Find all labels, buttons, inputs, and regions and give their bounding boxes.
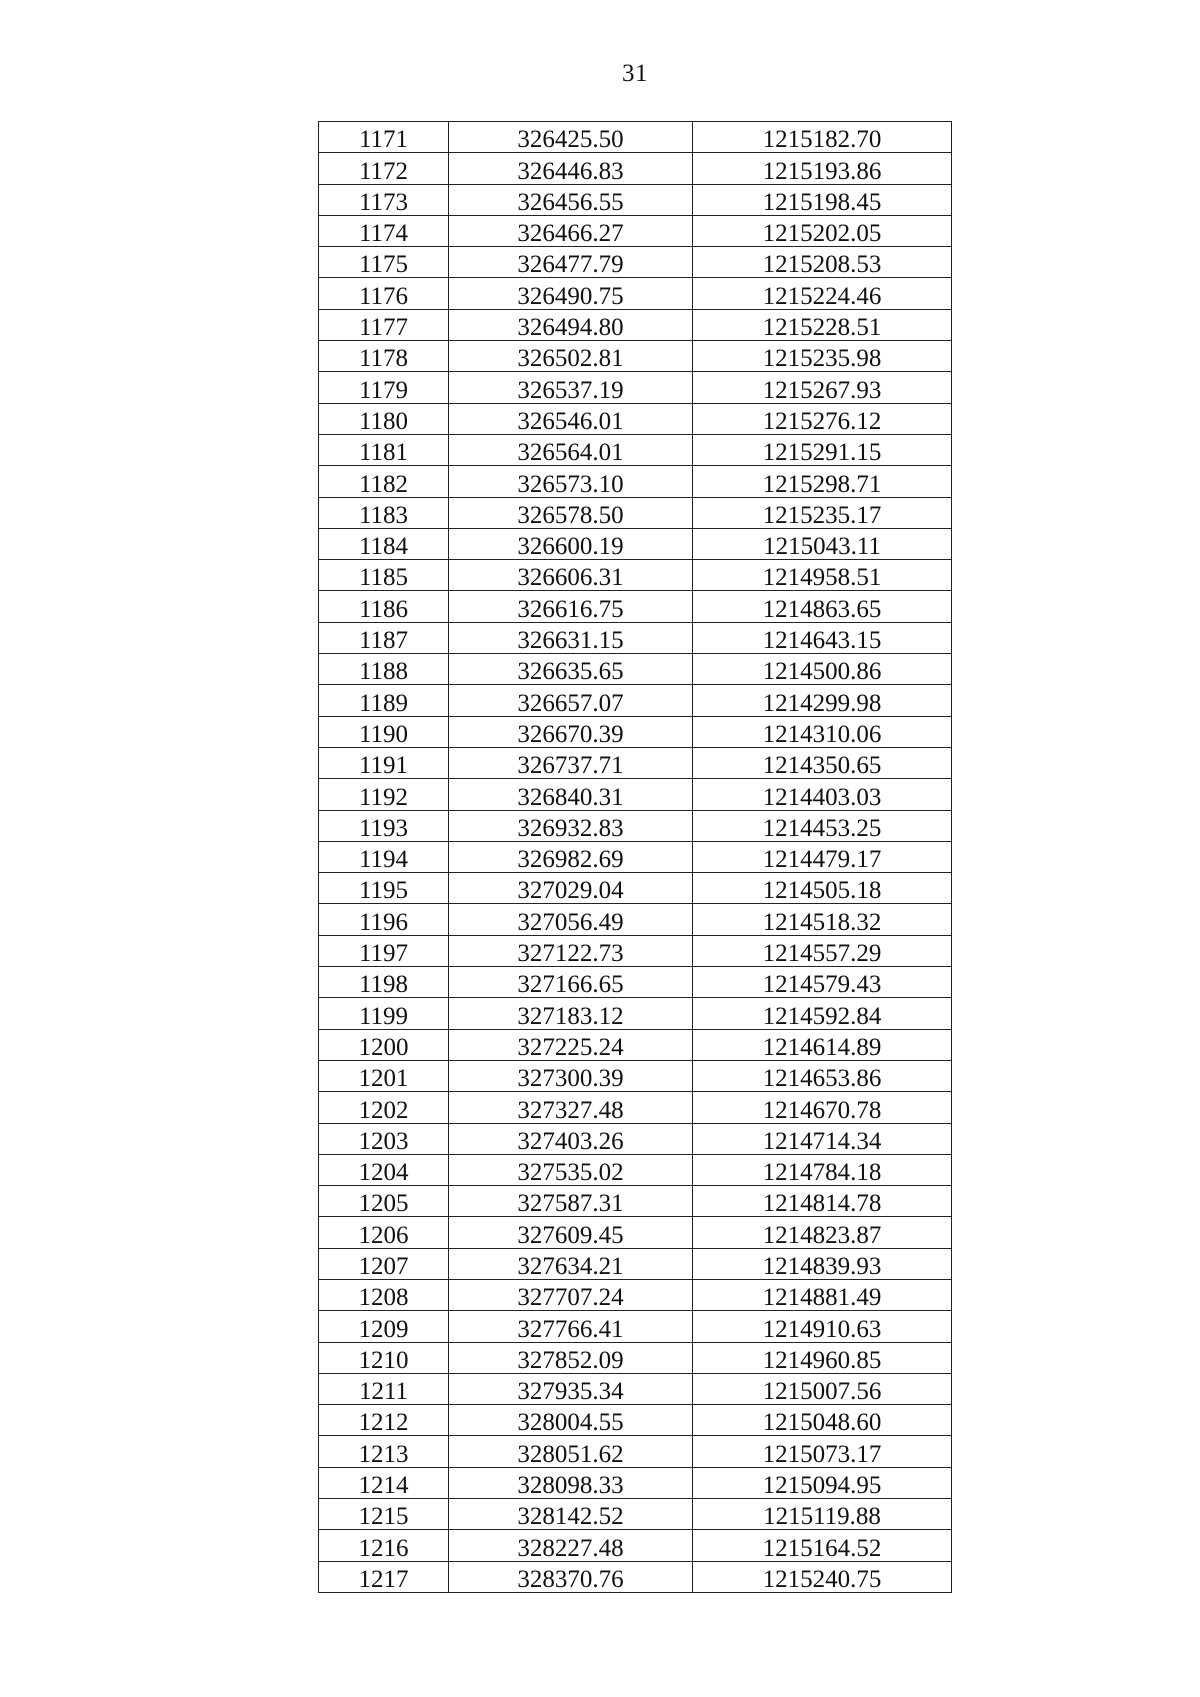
table-row [319,184,952,215]
y-coordinate-cell: 1214960.85 [693,1342,952,1373]
y-coordinate-cell: 1214823.87 [693,1217,952,1248]
point-number-cell: 1173 [319,184,449,215]
y-coordinate-cell: 1215235.17 [693,497,952,528]
x-coordinate-cell: 328051.62 [449,1436,693,1467]
table-row [319,1154,952,1185]
y-coordinate-cell: 1214592.84 [693,998,952,1029]
table-row [319,654,952,685]
y-coordinate-cell: 1214403.03 [693,779,952,810]
x-coordinate-cell: 327935.34 [449,1373,693,1404]
table-row [319,497,952,528]
y-coordinate-cell: 1215048.60 [693,1405,952,1436]
x-coordinate-cell: 327122.73 [449,935,693,966]
point-number-cell: 1198 [319,967,449,998]
point-number-cell: 1187 [319,622,449,653]
point-number-cell: 1195 [319,873,449,904]
x-coordinate-cell: 327327.48 [449,1092,693,1123]
y-coordinate-cell: 1215298.71 [693,466,952,497]
table-row [319,904,952,935]
y-coordinate-cell: 1215208.53 [693,247,952,278]
table-row [319,309,952,340]
page-number: 31 [622,60,648,87]
point-number-cell: 1203 [319,1123,449,1154]
point-number-cell: 1211 [319,1373,449,1404]
point-number-cell: 1217 [319,1561,449,1592]
point-number-cell: 1199 [319,998,449,1029]
y-coordinate-cell: 1214479.17 [693,841,952,872]
table-row [319,967,952,998]
point-number-cell: 1183 [319,497,449,528]
x-coordinate-cell: 326670.39 [449,716,693,747]
point-number-cell: 1181 [319,434,449,465]
x-coordinate-cell: 326425.50 [449,122,693,153]
x-coordinate-cell: 326657.07 [449,685,693,716]
x-coordinate-cell: 326631.15 [449,622,693,653]
x-coordinate-cell: 327300.39 [449,1060,693,1091]
x-coordinate-cell: 328004.55 [449,1405,693,1436]
x-coordinate-cell: 326635.65 [449,654,693,685]
y-coordinate-cell: 1214653.86 [693,1060,952,1091]
table-row [319,1186,952,1217]
x-coordinate-cell: 328370.76 [449,1561,693,1592]
table-row [319,528,952,559]
x-coordinate-cell: 327166.65 [449,967,693,998]
y-coordinate-cell: 1215119.88 [693,1499,952,1530]
point-number-cell: 1190 [319,716,449,747]
table-row [319,998,952,1029]
point-number-cell: 1204 [319,1154,449,1185]
x-coordinate-cell: 326737.71 [449,747,693,778]
table-row [319,247,952,278]
table-row [319,466,952,497]
x-coordinate-cell: 328142.52 [449,1499,693,1530]
table-row [319,278,952,309]
point-number-cell: 1197 [319,935,449,966]
x-coordinate-cell: 326564.01 [449,434,693,465]
y-coordinate-cell: 1214714.34 [693,1123,952,1154]
y-coordinate-cell: 1214863.65 [693,591,952,622]
x-coordinate-cell: 327535.02 [449,1154,693,1185]
x-coordinate-cell: 326466.27 [449,215,693,246]
table-row [319,403,952,434]
table-row [319,1279,952,1310]
table-row [319,873,952,904]
table-row [319,1436,952,1467]
y-coordinate-cell: 1214518.32 [693,904,952,935]
table-row [319,1092,952,1123]
x-coordinate-cell: 327766.41 [449,1311,693,1342]
y-coordinate-cell: 1214614.89 [693,1029,952,1060]
point-number-cell: 1188 [319,654,449,685]
y-coordinate-cell: 1215228.51 [693,309,952,340]
y-coordinate-cell: 1214814.78 [693,1186,952,1217]
x-coordinate-cell: 326932.83 [449,810,693,841]
point-number-cell: 1171 [319,122,449,153]
y-coordinate-cell: 1214500.86 [693,654,952,685]
table-row [319,1311,952,1342]
y-coordinate-cell: 1214557.29 [693,935,952,966]
x-coordinate-cell: 327852.09 [449,1342,693,1373]
point-number-cell: 1174 [319,215,449,246]
x-coordinate-cell: 328098.33 [449,1467,693,1498]
table-row [319,747,952,778]
x-coordinate-cell: 326456.55 [449,184,693,215]
x-coordinate-cell: 326537.19 [449,372,693,403]
table-row [319,1530,952,1561]
x-coordinate-cell: 326982.69 [449,841,693,872]
point-number-cell: 1210 [319,1342,449,1373]
x-coordinate-cell: 328227.48 [449,1530,693,1561]
y-coordinate-cell: 1214453.25 [693,810,952,841]
table-row [319,716,952,747]
point-number-cell: 1207 [319,1248,449,1279]
point-number-cell: 1193 [319,810,449,841]
table-row [319,1248,952,1279]
table-row [319,122,952,153]
x-coordinate-cell: 326606.31 [449,560,693,591]
table-row [319,1373,952,1404]
point-number-cell: 1184 [319,528,449,559]
x-coordinate-cell: 327403.26 [449,1123,693,1154]
y-coordinate-cell: 1215182.70 [693,122,952,153]
point-number-cell: 1213 [319,1436,449,1467]
point-number-cell: 1182 [319,466,449,497]
point-number-cell: 1216 [319,1530,449,1561]
point-number-cell: 1185 [319,560,449,591]
x-coordinate-cell: 326600.19 [449,528,693,559]
y-coordinate-cell: 1215276.12 [693,403,952,434]
table-row [319,1060,952,1091]
y-coordinate-cell: 1215224.46 [693,278,952,309]
table-row [319,341,952,372]
table-row [319,810,952,841]
point-number-cell: 1215 [319,1499,449,1530]
point-number-cell: 1178 [319,341,449,372]
x-coordinate-cell: 326490.75 [449,278,693,309]
point-number-cell: 1176 [319,278,449,309]
point-number-cell: 1196 [319,904,449,935]
table-row [319,434,952,465]
point-number-cell: 1200 [319,1029,449,1060]
x-coordinate-cell: 326494.80 [449,309,693,340]
x-coordinate-cell: 327634.21 [449,1248,693,1279]
table-row [319,560,952,591]
y-coordinate-cell: 1215267.93 [693,372,952,403]
point-number-cell: 1192 [319,779,449,810]
y-coordinate-cell: 1215073.17 [693,1436,952,1467]
point-number-cell: 1194 [319,841,449,872]
table-row [319,591,952,622]
table-row [319,1342,952,1373]
y-coordinate-cell: 1214784.18 [693,1154,952,1185]
y-coordinate-cell: 1215198.45 [693,184,952,215]
y-coordinate-cell: 1215291.15 [693,434,952,465]
x-coordinate-cell: 327183.12 [449,998,693,1029]
point-number-cell: 1180 [319,403,449,434]
point-number-cell: 1214 [319,1467,449,1498]
table-row [319,1467,952,1498]
x-coordinate-cell: 327609.45 [449,1217,693,1248]
point-number-cell: 1191 [319,747,449,778]
point-number-cell: 1172 [319,153,449,184]
table-row [319,1217,952,1248]
x-coordinate-cell: 327225.24 [449,1029,693,1060]
y-coordinate-cell: 1215094.95 [693,1467,952,1498]
coordinates-table [318,121,952,1593]
point-number-cell: 1209 [319,1311,449,1342]
table-row [319,153,952,184]
x-coordinate-cell: 326573.10 [449,466,693,497]
point-number-cell: 1189 [319,685,449,716]
y-coordinate-cell: 1215007.56 [693,1373,952,1404]
point-number-cell: 1202 [319,1092,449,1123]
table-row [319,1123,952,1154]
y-coordinate-cell: 1214958.51 [693,560,952,591]
y-coordinate-cell: 1214881.49 [693,1279,952,1310]
table-row [319,1405,952,1436]
point-number-cell: 1206 [319,1217,449,1248]
table-row [319,841,952,872]
y-coordinate-cell: 1214910.63 [693,1311,952,1342]
y-coordinate-cell: 1214839.93 [693,1248,952,1279]
y-coordinate-cell: 1214670.78 [693,1092,952,1123]
y-coordinate-cell: 1214310.06 [693,716,952,747]
point-number-cell: 1201 [319,1060,449,1091]
table-row [319,215,952,246]
y-coordinate-cell: 1214643.15 [693,622,952,653]
x-coordinate-cell: 326616.75 [449,591,693,622]
y-coordinate-cell: 1214350.65 [693,747,952,778]
point-number-cell: 1212 [319,1405,449,1436]
table-row [319,1561,952,1592]
x-coordinate-cell: 326477.79 [449,247,693,278]
point-number-cell: 1177 [319,309,449,340]
x-coordinate-cell: 327707.24 [449,1279,693,1310]
x-coordinate-cell: 326546.01 [449,403,693,434]
table-row [319,935,952,966]
point-number-cell: 1179 [319,372,449,403]
point-number-cell: 1175 [319,247,449,278]
x-coordinate-cell: 326446.83 [449,153,693,184]
y-coordinate-cell: 1215043.11 [693,528,952,559]
point-number-cell: 1186 [319,591,449,622]
y-coordinate-cell: 1214299.98 [693,685,952,716]
table-row [319,622,952,653]
y-coordinate-cell: 1214579.43 [693,967,952,998]
y-coordinate-cell: 1215193.86 [693,153,952,184]
x-coordinate-cell: 326578.50 [449,497,693,528]
table-row [319,1499,952,1530]
table-body [319,122,952,1593]
y-coordinate-cell: 1215202.05 [693,215,952,246]
x-coordinate-cell: 326502.81 [449,341,693,372]
x-coordinate-cell: 326840.31 [449,779,693,810]
table-row [319,372,952,403]
x-coordinate-cell: 327029.04 [449,873,693,904]
point-number-cell: 1205 [319,1186,449,1217]
x-coordinate-cell: 327056.49 [449,904,693,935]
table-row [319,1029,952,1060]
y-coordinate-cell: 1215235.98 [693,341,952,372]
y-coordinate-cell: 1215164.52 [693,1530,952,1561]
table-row [319,779,952,810]
table-row [319,685,952,716]
x-coordinate-cell: 327587.31 [449,1186,693,1217]
y-coordinate-cell: 1215240.75 [693,1561,952,1592]
point-number-cell: 1208 [319,1279,449,1310]
y-coordinate-cell: 1214505.18 [693,873,952,904]
